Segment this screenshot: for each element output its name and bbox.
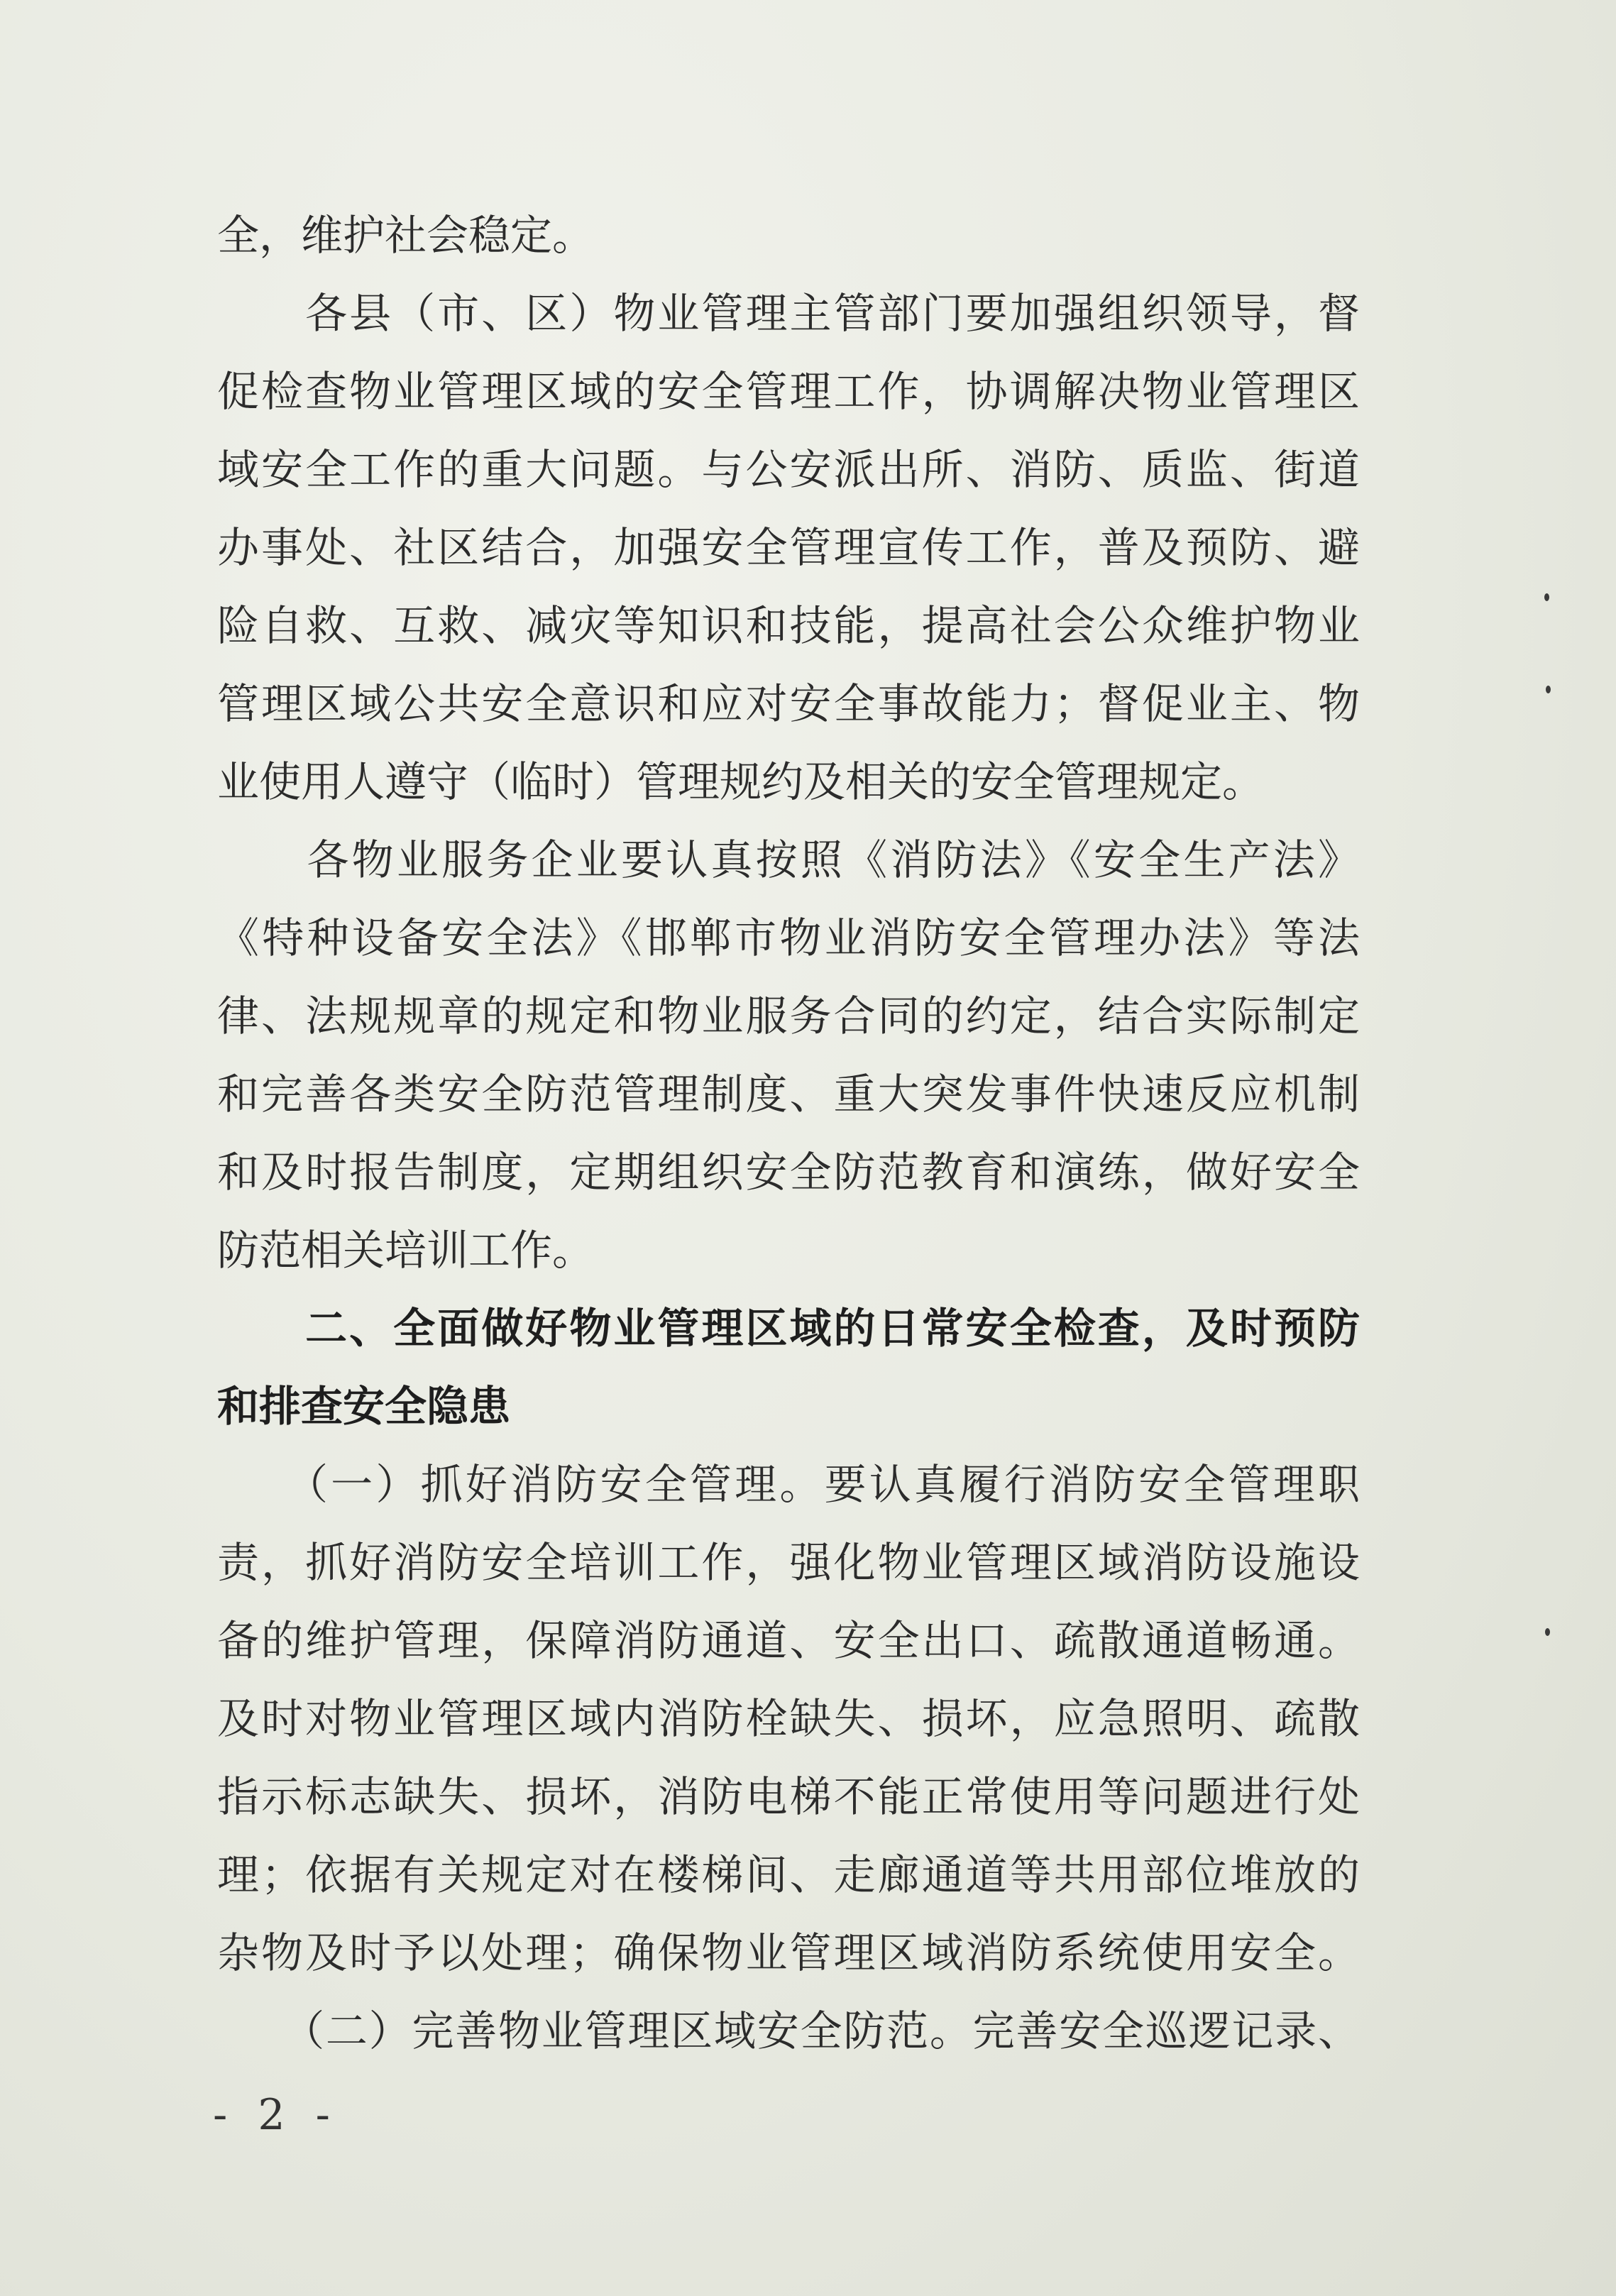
text-line: 理；依据有关规定对在楼梯间、走廊通道等共用部位堆放的 xyxy=(217,1850,1360,1899)
text-line: 《特种设备安全法》《邯郸市物业消防安全管理办法》等法 xyxy=(217,913,1360,962)
text-line: 管理区域公共安全意识和应对安全事故能力；督促业主、物 xyxy=(217,679,1360,728)
text-line: （一）抓好消防安全管理。要认真履行消防安全管理职 xyxy=(217,1460,1360,1509)
text-line: （二）完善物业管理区域安全防范。完善安全巡逻记录、 xyxy=(217,2006,1360,2055)
text-line: 业使用人遵守（临时）管理规约及相关的安全管理规定。 xyxy=(217,757,1265,806)
text-line: 备的维护管理，保障消防通道、安全出口、疏散通道畅通。 xyxy=(217,1616,1360,1665)
text-line: 责，抓好消防安全培训工作，强化物业管理区域消防设施设 xyxy=(217,1538,1360,1587)
binding-hole-mark xyxy=(1544,593,1549,601)
text-line: 防范相关培训工作。 xyxy=(217,1226,595,1275)
text-line: 各物业服务企业要认真按照《消防法》《安全生产法》 xyxy=(217,835,1360,884)
text-line: 指示标志缺失、损坏，消防电梯不能正常使用等问题进行处 xyxy=(217,1772,1360,1821)
text-line: 办事处、社区结合，加强安全管理宣传工作，普及预防、避 xyxy=(217,523,1360,572)
text-line: 和及时报告制度，定期组织安全防范教育和演练，做好安全 xyxy=(217,1148,1360,1197)
text-line: 和完善各类安全防范管理制度、重大突发事件快速反应机制 xyxy=(217,1070,1360,1119)
text-line: 险自救、互救、减灾等知识和技能，提高社会公众维护物业 xyxy=(217,601,1360,650)
section-heading: 二、全面做好物业管理区域的日常安全检查，及时预防 xyxy=(217,1304,1360,1353)
text-line: 域安全工作的重大问题。与公安派出所、消防、质监、街道 xyxy=(217,445,1360,494)
text-line: 各县（市、区）物业管理主管部门要加强组织领导，督 xyxy=(217,289,1360,338)
page-number: - 2 - xyxy=(213,2090,339,2140)
text-line: 杂物及时予以处理；确保物业管理区域消防系统使用安全。 xyxy=(217,1928,1360,1977)
text-line: 及时对物业管理区域内消防栓缺失、损坏，应急照明、疏散 xyxy=(217,1694,1360,1743)
binding-hole-mark xyxy=(1546,686,1551,693)
text-line: 促检查物业管理区域的安全管理工作，协调解决物业管理区 xyxy=(217,367,1360,416)
section-heading: 和排查安全隐患 xyxy=(217,1382,511,1431)
text-line: 律、法规规章的规定和物业服务合同的约定，结合实际制定 xyxy=(217,992,1360,1040)
text-line: 全，维护社会稳定。 xyxy=(217,211,595,260)
binding-hole-mark xyxy=(1545,1628,1550,1636)
